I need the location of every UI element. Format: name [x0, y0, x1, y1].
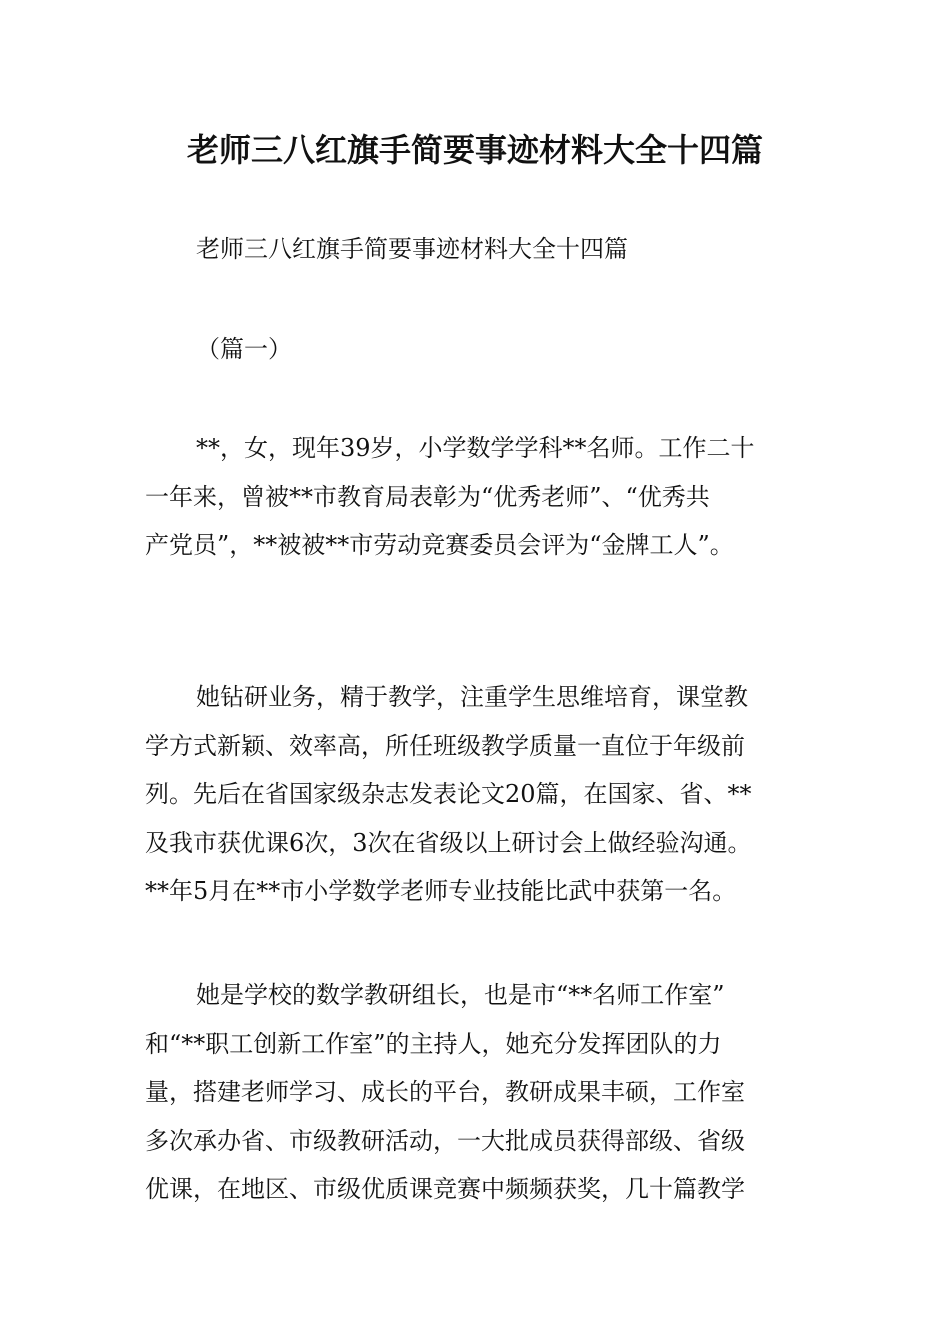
paragraph-line: **年5月在**市小学数学老师专业技能比武中获第一名。 — [145, 877, 737, 905]
paragraph-line: 产党员”，**被被**市劳动竞赛委员会评为“金牌工人”。 — [145, 531, 734, 559]
paragraph-line: 及我市获优课6次，3次在省级以上研讨会上做经验沟通。 — [145, 828, 752, 857]
paragraph-line: 她钻研业务，精于教学，注重学生思维培育，课堂教 — [196, 683, 748, 711]
paragraph-line: 多次承办省、市级教研活动，一大批成员获得部级、省级 — [145, 1126, 745, 1155]
paragraph-line: 和“**职工创新工作室”的主持人，她充分发挥团队的力 — [145, 1029, 722, 1058]
paragraph-2 — [145, 673, 825, 916]
document-title: 老师三八红旗手简要事迹材料大全十四篇 — [186, 131, 763, 169]
paragraph-line: 一年来，曾被**市教育局表彰为“优秀老师”、“优秀共 — [145, 482, 710, 511]
paragraph-line: 学方式新颖、效率高，所任班级教学质量一直位于年级前 — [145, 731, 745, 760]
paragraph-line: 优课，在地区、市级优质课竞赛中频频获奖，几十篇教学 — [145, 1175, 745, 1203]
paragraph-line: 量，搭建老师学习、成长的平台，教研成果丰硕，工作室 — [145, 1078, 745, 1106]
paragraph-3 — [145, 971, 825, 1214]
paragraph-line: 她是学校的数学教研组长，也是市“**名师工作室” — [196, 981, 725, 1009]
paragraph-line: 列。先后在省国家级杂志发表论文20篇，在国家、省、** — [145, 780, 752, 808]
section-label: （篇一） — [196, 335, 292, 363]
paragraph-1 — [145, 424, 825, 570]
paragraph-line: **，女，现年39岁，小学数学学科**名师。工作二十 — [196, 434, 755, 462]
document-subtitle: 老师三八红旗手简要事迹材料大全十四篇 — [196, 235, 628, 263]
